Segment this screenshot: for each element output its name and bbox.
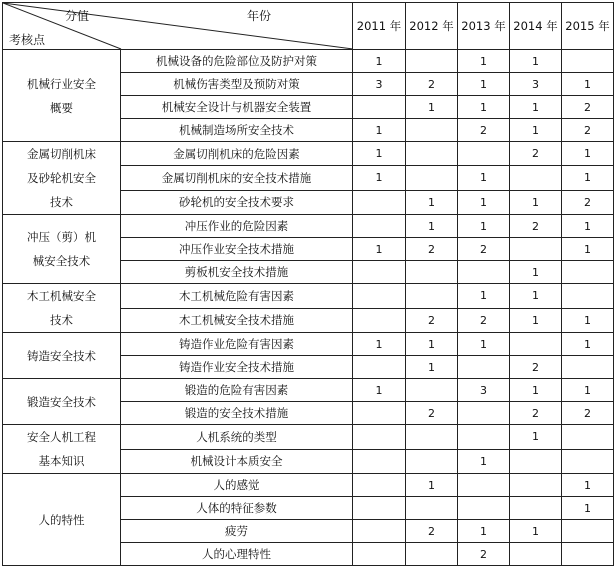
- score-cell-2013: 2: [458, 238, 510, 261]
- score-cell-2012: [406, 379, 458, 402]
- category-cell: 金属切削机床及砂轮机安全技术: [3, 142, 121, 215]
- score-cell-2015: 1: [562, 474, 614, 497]
- exam-points-score-table: [2, 2, 614, 566]
- category-cell: 人的特性: [3, 474, 121, 566]
- score-cell-2011: 1: [353, 119, 406, 142]
- score-cell-2011: [353, 215, 406, 238]
- score-cell-2012: 1: [406, 356, 458, 379]
- score-cell-2013: [458, 497, 510, 520]
- score-cell-2014: 1: [510, 190, 562, 214]
- score-label: 分值: [65, 9, 90, 23]
- table-row: [3, 50, 614, 73]
- score-cell-2014: [510, 474, 562, 497]
- score-cell-2012: 1: [406, 215, 458, 238]
- score-cell-2012: [406, 261, 458, 284]
- score-cell-2014: 1: [510, 261, 562, 284]
- score-cell-2011: 1: [353, 333, 406, 356]
- score-cell-2012: [406, 449, 458, 474]
- score-cell-2011: [353, 425, 406, 450]
- score-cell-2012: [406, 543, 458, 566]
- exam-point-cell: 冲压作业的危险因素: [121, 215, 353, 238]
- score-cell-2014: 2: [510, 356, 562, 379]
- score-cell-2013: 1: [458, 96, 510, 119]
- exam-point-cell: 铸造作业危险有害因素: [121, 333, 353, 356]
- score-cell-2015: [562, 356, 614, 379]
- exam-point-cell: 人的心理特性: [121, 543, 353, 566]
- score-cell-2014: 1: [510, 96, 562, 119]
- score-cell-2012: 1: [406, 96, 458, 119]
- score-cell-2013: 1: [458, 449, 510, 474]
- exam-point-cell: 木工机械危险有害因素: [121, 284, 353, 309]
- score-cell-2013: [458, 425, 510, 450]
- exam-point-cell: 人体的特征参数: [121, 497, 353, 520]
- table-row: [3, 284, 614, 309]
- exam-point-cell: 金属切削机床的危险因素: [121, 142, 353, 166]
- score-cell-2015: 2: [562, 402, 614, 425]
- score-cell-2015: 1: [562, 333, 614, 356]
- year-header-2015: 2015 年: [562, 3, 614, 50]
- score-cell-2014: 2: [510, 142, 562, 166]
- score-cell-2013: [458, 142, 510, 166]
- exam-point-cell: 铸造作业安全技术措施: [121, 356, 353, 379]
- score-cell-2014: 1: [510, 119, 562, 142]
- exam-point-cell: 机械伤害类型及预防对策: [121, 73, 353, 96]
- score-cell-2011: [353, 190, 406, 214]
- score-cell-2013: 1: [458, 215, 510, 238]
- year-header-2011: 2011 年: [353, 3, 406, 50]
- score-cell-2015: [562, 425, 614, 450]
- score-cell-2014: [510, 166, 562, 190]
- score-cell-2014: 1: [510, 50, 562, 73]
- score-cell-2015: 1: [562, 215, 614, 238]
- score-cell-2013: 1: [458, 520, 510, 543]
- exam-point-cell: 机械安全设计与机器安全装置: [121, 96, 353, 119]
- exam-point-cell: 剪板机安全技术措施: [121, 261, 353, 284]
- score-cell-2015: 1: [562, 308, 614, 333]
- score-cell-2011: 3: [353, 73, 406, 96]
- score-cell-2014: 1: [510, 308, 562, 333]
- table-body: [3, 3, 614, 566]
- score-cell-2014: 3: [510, 73, 562, 96]
- score-cell-2013: 1: [458, 333, 510, 356]
- table-row: [3, 333, 614, 356]
- score-cell-2015: 1: [562, 73, 614, 96]
- score-cell-2011: 1: [353, 379, 406, 402]
- score-cell-2015: 1: [562, 142, 614, 166]
- score-cell-2012: 2: [406, 238, 458, 261]
- score-cell-2013: [458, 356, 510, 379]
- score-cell-2011: [353, 284, 406, 309]
- score-cell-2011: [353, 356, 406, 379]
- score-cell-2014: 2: [510, 402, 562, 425]
- score-cell-2015: [562, 50, 614, 73]
- score-cell-2012: [406, 50, 458, 73]
- score-cell-2011: [353, 474, 406, 497]
- exam-point-cell: 金属切削机床的安全技术措施: [121, 166, 353, 190]
- score-cell-2011: [353, 96, 406, 119]
- score-cell-2012: 2: [406, 73, 458, 96]
- category-cell: 机械行业安全概要: [3, 50, 121, 142]
- score-cell-2013: 1: [458, 190, 510, 214]
- score-cell-2013: 2: [458, 543, 510, 566]
- score-cell-2014: 2: [510, 215, 562, 238]
- score-cell-2012: [406, 497, 458, 520]
- score-cell-2015: [562, 449, 614, 474]
- score-cell-2014: 1: [510, 425, 562, 450]
- exam-point-cell: 机械制造场所安全技术: [121, 119, 353, 142]
- score-cell-2011: [353, 308, 406, 333]
- score-cell-2013: 1: [458, 284, 510, 309]
- score-cell-2012: [406, 425, 458, 450]
- score-cell-2014: [510, 543, 562, 566]
- score-cell-2012: 2: [406, 520, 458, 543]
- score-cell-2012: 2: [406, 402, 458, 425]
- exam-point-cell: 机械设备的危险部位及防护对策: [121, 50, 353, 73]
- category-cell: 冲压（剪）机械安全技术: [3, 215, 121, 284]
- score-cell-2013: 1: [458, 73, 510, 96]
- score-cell-2014: [510, 497, 562, 520]
- score-cell-2013: 1: [458, 166, 510, 190]
- score-cell-2014: 1: [510, 379, 562, 402]
- score-cell-2012: 1: [406, 333, 458, 356]
- year-header-2012: 2012 年: [406, 3, 458, 50]
- score-cell-2011: [353, 402, 406, 425]
- year-header-2014: 2014 年: [510, 3, 562, 50]
- score-cell-2015: 2: [562, 119, 614, 142]
- table-row: [3, 142, 614, 166]
- score-cell-2013: 2: [458, 308, 510, 333]
- score-cell-2015: 1: [562, 497, 614, 520]
- score-cell-2011: [353, 261, 406, 284]
- item-label: 考核点: [9, 33, 46, 47]
- year-header-2013: 2013 年: [458, 3, 510, 50]
- table-row: [3, 215, 614, 238]
- score-cell-2015: 1: [562, 166, 614, 190]
- score-cell-2015: 2: [562, 190, 614, 214]
- table-row: [3, 474, 614, 497]
- score-cell-2011: 1: [353, 238, 406, 261]
- exam-point-cell: 锻造的危险有害因素: [121, 379, 353, 402]
- score-cell-2015: [562, 543, 614, 566]
- score-cell-2013: [458, 402, 510, 425]
- category-cell: 木工机械安全技术: [3, 284, 121, 333]
- diagonal-header-cell: [3, 3, 353, 50]
- score-cell-2011: 1: [353, 142, 406, 166]
- score-cell-2012: [406, 166, 458, 190]
- score-cell-2014: [510, 333, 562, 356]
- table-row: [3, 425, 614, 450]
- score-cell-2011: [353, 449, 406, 474]
- score-cell-2012: 1: [406, 190, 458, 214]
- diagonal-lines: [3, 3, 353, 49]
- category-cell: 锻造安全技术: [3, 379, 121, 425]
- score-cell-2015: 1: [562, 379, 614, 402]
- exam-point-cell: 机械设计本质安全: [121, 449, 353, 474]
- score-cell-2011: [353, 497, 406, 520]
- score-cell-2015: [562, 284, 614, 309]
- score-cell-2013: 2: [458, 119, 510, 142]
- exam-point-cell: 锻造的安全技术措施: [121, 402, 353, 425]
- score-cell-2013: 3: [458, 379, 510, 402]
- exam-point-cell: 砂轮机的安全技术要求: [121, 190, 353, 214]
- exam-point-cell: 疲劳: [121, 520, 353, 543]
- score-cell-2012: [406, 284, 458, 309]
- score-cell-2013: 1: [458, 50, 510, 73]
- score-cell-2013: [458, 261, 510, 284]
- score-cell-2014: 1: [510, 284, 562, 309]
- score-cell-2015: 1: [562, 238, 614, 261]
- score-cell-2012: 2: [406, 308, 458, 333]
- category-cell: 安全人机工程基本知识: [3, 425, 121, 474]
- exam-point-cell: 冲压作业安全技术措施: [121, 238, 353, 261]
- exam-point-cell: 人的感觉: [121, 474, 353, 497]
- header-row: [3, 3, 614, 50]
- score-cell-2012: [406, 142, 458, 166]
- score-cell-2015: [562, 261, 614, 284]
- score-cell-2014: [510, 238, 562, 261]
- score-cell-2013: [458, 474, 510, 497]
- table-row: [3, 379, 614, 402]
- category-cell: 铸造安全技术: [3, 333, 121, 379]
- exam-point-cell: 人机系统的类型: [121, 425, 353, 450]
- exam-point-cell: 木工机械安全技术措施: [121, 308, 353, 333]
- score-cell-2011: [353, 520, 406, 543]
- score-cell-2015: 2: [562, 96, 614, 119]
- score-cell-2011: 1: [353, 166, 406, 190]
- year-label: 年份: [247, 9, 272, 23]
- score-cell-2015: [562, 520, 614, 543]
- exam-points-table-container: [2, 2, 613, 566]
- score-cell-2014: 1: [510, 520, 562, 543]
- score-cell-2014: [510, 449, 562, 474]
- score-cell-2011: [353, 543, 406, 566]
- score-cell-2011: 1: [353, 50, 406, 73]
- score-cell-2012: [406, 119, 458, 142]
- score-cell-2012: 1: [406, 474, 458, 497]
